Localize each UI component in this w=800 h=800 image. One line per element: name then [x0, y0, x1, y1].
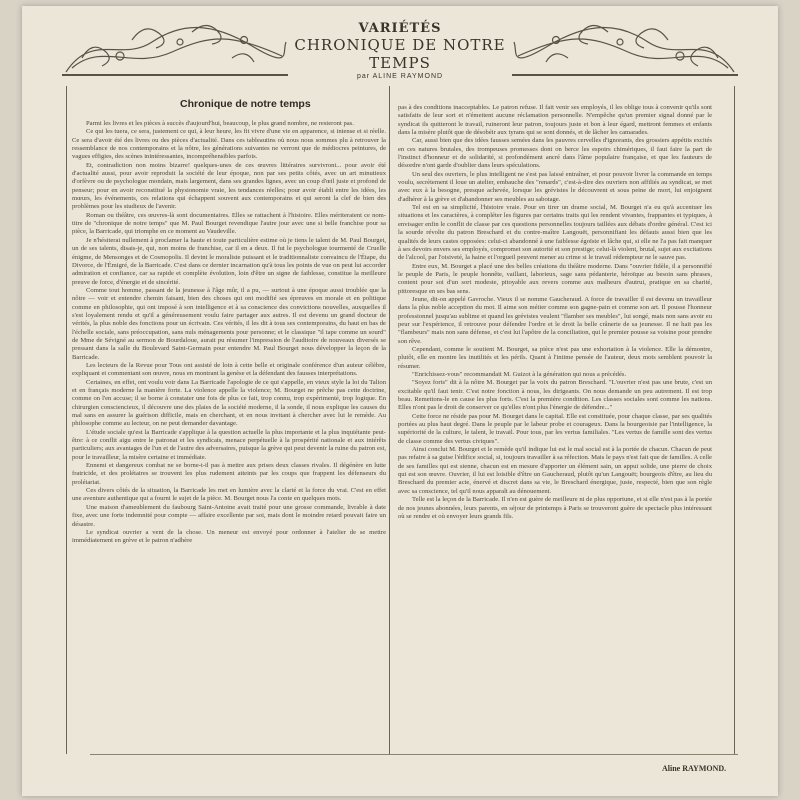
left-ornament-icon [62, 12, 288, 78]
column-divider [389, 86, 390, 754]
paragraph: Car, aussi bien que des idées fausses semées dans les pauvres cervelles d'ignorants, des grossiers appétits excités en ces natures brutales, des trompeuses promesses dont on berce les espoirs chimériques, il faut faire la part de l'instinct d'honneur et de solidarité, si profondément ancré dans l'âme populaire française, et que les fauteurs de désordre n'ont garde d'oublier dans leurs spéculations. [398, 137, 712, 170]
paragraph: Parmi les livres et les pièces à succès d'aujourd'hui, beaucoup, le plus grand nombre, ne resteront pas. [86, 120, 354, 127]
paragraph: Ce qui les tuera, ce sera, justement ce qui, à leur heure, les fit vivre d'une vie en apparence, si intense et si réelle. Ce sera d'avoir été des livres ou des pièces d'actualité. Dans ces tableautins où nous nous sommes plu à retrouver la ressemblance de nos contemporains et la nôtre, les générations suivantes ne verront que de médiocres peintures, de vagues effigies, des scènes inintéressantes, incompréhensibles parfois. [72, 128, 386, 161]
paragraph: Comme tout homme, passant de la jeunesse à l'âge mûr, il a pu, — surtout à une époque aussi troublée que la nôtre — voir et entendre chemin faisant, bien des choses qui ont modifié ses épreuves en morale et en politique comme en philosophie, qui ont imposé à son intelligence et à sa conscience des convictions nouvelles, auxquelles il s'est loyalement rendu et qu'il a généreusement voulu faire partager aux autres. Il est devenu un grand docteur de vérités, la plus noble des fonctions pour un écrivain. Ces vérités, il les dit à tous ses contemporains, du haut en bas de l'échelle sociale, sans préoccupation, sans nuls ménagements pour personne; et le classique "il tape comme un sourd" de Mme de Sévigné au sermon de Bourdaloue, aurait pu résumer l'impression de l'auditoire de nouveaux diversés se pressant dans la salle du Boulevard Saint-Germain pour entendre M. Paul Bourget nous développer la leçon de la Barricade. [72, 286, 386, 361]
article-right-column [398, 104, 712, 744]
paragraph: "Enrichissez-vous" recommandait M. Guizot à la génération qui nous a précédés. [412, 371, 627, 378]
magazine-page [22, 6, 778, 796]
left-border-rule [66, 86, 67, 754]
right-ornament-icon [512, 12, 738, 78]
paragraph: Je n'hésiterai nullement à proclamer la haute et toute particulière estime où je tiens le talent de M. Paul Bourget, un de ses talents, disais-je, qui, non moins de franchise, car il en a deux. Il fut le psychologue tourmenté de Cruelle énigme, de Mensonges et de Cosmopolis. Il devint le moraliste puissant et le traditionnaliste convaincu de l'Étape, du Divorce, de l'Émigré, de la Barricade. C'est dans ce dernier incarnation qu'à tous les points de vue on peut lui accorder admiration et confiance, car sa rapide et complète évolution, loin d'être un signe de faiblesse, constitue la meilleure preuve de force, d'énergie et de sincérité. [72, 236, 386, 286]
paragraph: Un seul des ouvriers, le plus intelligent ne s'est pas laissé entraîner, et pour pouvoir livrer la commande en temps voulu, secrètement il loue un atelier, embauche des "renards", c'est-à-dire des ouvriers non affiliés au syndicat, se met avec eux à la besogne, presque achevée, lorsque les grévistes le découvrent et sous peine de mort, lui enjoignent d'adhérer à la grève et d'abandonner ses meubles au sabotage. [398, 170, 712, 203]
right-paragraphs [398, 104, 712, 521]
title-block [290, 21, 510, 80]
paragraph: Le syndicat ouvrier a vent de la chose. Un meneur est envoyé pour ordonner à l'atelier de se mettre immédiatement en grève et le patron n'adhère [72, 528, 386, 545]
paragraph: Jeune, dit-on appelé Gavroche. Vieux il se nomme Gaucheraud. A force de travailler il est devenu un travailleur dans la plus noble acception du mot. Il aime son métier comme son gagne-pain et comme son art. Il pousse l'honneur professionnel jusqu'au sublime et quand les grévistes veulent "flamber ses meubles", lui songé, mais non sans avoir eu peur sur l'expérience, il retrouve pour défendre l'ordre et le droit la belle crânerie de sa jeunesse. Il ne hait pas les "flambeurs" mais non sans défense, et c'est lui l'apôtre de la conciliation, qui le premier pousse sa voisine pour prendre son rêve. [398, 295, 712, 345]
paragraph: Cependant, comme le soutient M. Bourget, sa pièce n'est pas une exhortation à la violence. Elle la démontre, plutôt, elle en montre les inutilités et les périls. Quant à l'intime pensée de l'auteur, deux mots semblent pouvoir la résumer. [398, 345, 712, 370]
article-heading: Chronique de notre temps [180, 98, 311, 110]
paragraph: Certaines, en effet, ont voulu voir dans La Barricade l'apologie de ce qui s'appelle, en vieux style la loi du Talion et en français moderne la manière forte. La violence appelle la violence; M. Bourget ne prêche pas cette doctrine, comme on l'en accuse; il se borne à constater une fois de plus ce fait, trop connu, trop expérimenté, trop logique. En chirurgien consciencieux, il découvre une des plaies de la société moderne, il la sonde, il nous explique les causes du mal sans en assurer la guérison difficile, mais en cherchant, et en nous invitant à chercher avec lui le remède. Au philosophe comme au lecteur, on ne peut demander davantage. [72, 378, 386, 428]
right-border-rule [734, 86, 735, 754]
paragraph: Telle est la leçon de la Barricade. Il n'en est guère de meilleure ni de plus opportune, et si elle n'est pas à la portée de nos jeunes abonnées, leurs parents, en séjour de printemps à Paris se trouveront guère de spectacle plus intéressant où se rendre et où envoyer leurs grands fils. [398, 496, 712, 520]
paragraph: "Soyez forts" dit à la nôtre M. Bourget par la voix du patron Breschard. "L'ouvrier n'est pas une brute, c'est un excitable qu'il faut tenir. C'est notre fonction à nous, les dirigeants. On nous demande un peu autrement. Il est trop beau. Remettons-le en cause les plus forts. C'est la première condition. Les classes sociales sont comme les nations. Elles n'ont pas le droit de conserver ce qu'elles n'ont plus l'énergie de défendre..." [398, 379, 712, 412]
byline: par ALINE RAYMOND [356, 73, 444, 80]
paragraph: Ces divers côtés de la situation, la Barricade les met en lumière avec la clarté et la force du vrai. C'est en effet une aventure authentique qui a fourni le sujet de la pièce. M. Bourget nous l'a conte en quelques mots. [72, 487, 386, 503]
paragraph: Entre eux, M. Bourget a placé une des belles créations du théâtre moderne. Dans "ouvrier fidèle, il a personnifié le peuple de Paris, le peuple honnête, vaillant, laborieux, sage sans pédanterie, héroïque au besoin sans phrases, content pour soi d'un sort modeste, pitoyable aux revers comme aux malheurs d'autrui, pratique en sa charité, pittoresque en ses bas sens. [398, 262, 712, 295]
author-signature: Aline RAYMOND. [662, 764, 727, 773]
paragraph: L'étude sociale qu'est la Barricade s'applique à la question actuelle la plus importante et la plus inquiétante peut-être: à ce conflit aigu entre le patronat et les syndicats, menace perpétuelle à la prospérité nationale et aux intérêts particuliers; aux avantages de l'un et de l'autre des adversaires, puisque la grève qui peut devenir la ruine du patron est, pour le travailleur, la misère certaine et immédiate. [72, 428, 386, 461]
paragraph: Ainsi conclut M. Bourget et le remède qu'il indique lui est le mal social est à la portée de chacun. Chacun de peut pas refaire à sa guise l'édifice social, si, toujours travailler à sa réfection. Mais le pays n'est fait que de familles. A celle de ses familles qui est sienne, chacun est en mesure d'apporter un élément sain, un appui solide, une pierre de choix qui est son œuvre. Ouvrier, il lui est loisible d'être un Gaucheraud, plutôt qu'un Langouët; bourgeois d'être, au lieu du Breschard du premier acte, énervé et discret dans sa vie, le Breschard énergique, juste, respecté, bien que son règle avec sa conscience, tel qu'il nous apparaît au dénouement. [398, 446, 712, 495]
column-title: CHRONIQUE DE NOTRE TEMPS [294, 36, 506, 72]
paragraph: Et, contradiction non moins bizarre! quelques-unes de ces œuvres littéraires survivront... pour avoir été d'actualité aussi, pour avoir reproduit la société de leur époque, non par ses petits côtés, avec un art minutieux d'orfèvre ou de psychologue mondain, mais largement, dans ses grandes lignes, avec un coup d'œil juste et profond de penseur; pour en avoir reconstitué la physionomie vraie, les tendances réelles; pour avoir établi entre les idées, les mœurs, les événements, ces relations qui échappent souvent aux contemporains et qui seront la clef de bien des problèmes pour les studieux de l'avenir. [72, 161, 386, 211]
page-header [62, 12, 738, 78]
paragraph: Cette force ne réside pas pour M. Bourget dans le capital. Elle est constituée, pour chaque classe, par ses qualités portées au plus haut degré. Dans le peuple par le labeur probe et courageux. Dans la bourgeoisie par l'intelligence, la supériorité de la culture, le talent, le travail. Pour tous, par les vertus familiales. "Les vertus de famille sont des vertus de classe comme des vertus civiques". [398, 412, 712, 445]
paragraph: Les lecteurs de la Revue pour Tous ont assisté de loin à cette belle et originale conférence d'un auteur célèbre, expliquant et commentant son œuvre, nous en montrant la genèse et la défendant des fausses interprétations. [72, 361, 386, 378]
paragraph: Une maison d'ameublement du faubourg Saint-Antoine avait traité pour une grosse commande, livrable à date fixe, avec une forte indemnité pour compte — affaire excellente par soi, mais dont le moindre retard pouvait faire un désastre. [72, 503, 386, 528]
paragraph: Ennemi et dangereux combat ne se borne-t-il pas à mettre aux prises deux classes rivales. Il dégénère en lutte fratricide, et des prolétaires se trouvent les plus rudement atteints par les coups que frappent les défenseurs du prolétariat. [72, 462, 386, 486]
paragraph: Tel est en sa simplicité, l'histoire vraie. Pour en tirer un drame social, M. Bourget n'a eu qu'à accentuer les situations et les caractères, à compléter les figures par certains traits qui les rendent vivantes, frappantes et typiques, à envisager enfin le conflit de classe par ces questions personnelles toujours taillées aux débats d'ordre général. C'est ici la sourde révolte du patron Breschard et du contre-maître Langouët, personnifiant les défauts aussi bien que les qualités de leurs castes opposées: celui-ci abandonné à une faiblesse égoïste et lâche qui, si elle ne l'a pas fait manquer à ses devoirs envers ses employés, compromet son autorité et son prestige; celui-là violent, brutal, sujet aux excitations de l'alcool, par l'oisiveté, la haine et l'orgueil peuvent mener au crime si le travail rédempteur ne le sauve pas. [398, 204, 712, 262]
bottom-rule [90, 754, 738, 755]
paragraph: Roman ou théâtre, ces œuvres-là sont documentaires. Elles se rattachent à l'histoire. Elles mériteraient ce nom-titre de "chronique de notre temps" que M. Paul Bourget revendique l'autre jour avec une si belle franchise pour sa pièce, la Barricade, qui triomphe en ce moment au Vaudeville. [72, 211, 386, 236]
left-paragraphs [72, 120, 386, 546]
paragraph: pas à des conditions inacceptables. Le patron refuse. Il fait venir ses employés, il les oblige tous à convenir qu'ils sont satisfaits de leur sort et n'émettent aucune réclamation personnelle. N'empêche qu'un premier signal donné par le syndicat ils quitteront le travail, ruineront leur patron, toujours juste et bon à leur égard, mettront femmes et enfants dans la misère plutôt que de désobéir aux tyrans qui se sont donnés, et de lâcher les camarades. [398, 104, 712, 137]
article-left-column [72, 98, 386, 743]
section-kicker: VARIÉTÉS [358, 21, 442, 36]
